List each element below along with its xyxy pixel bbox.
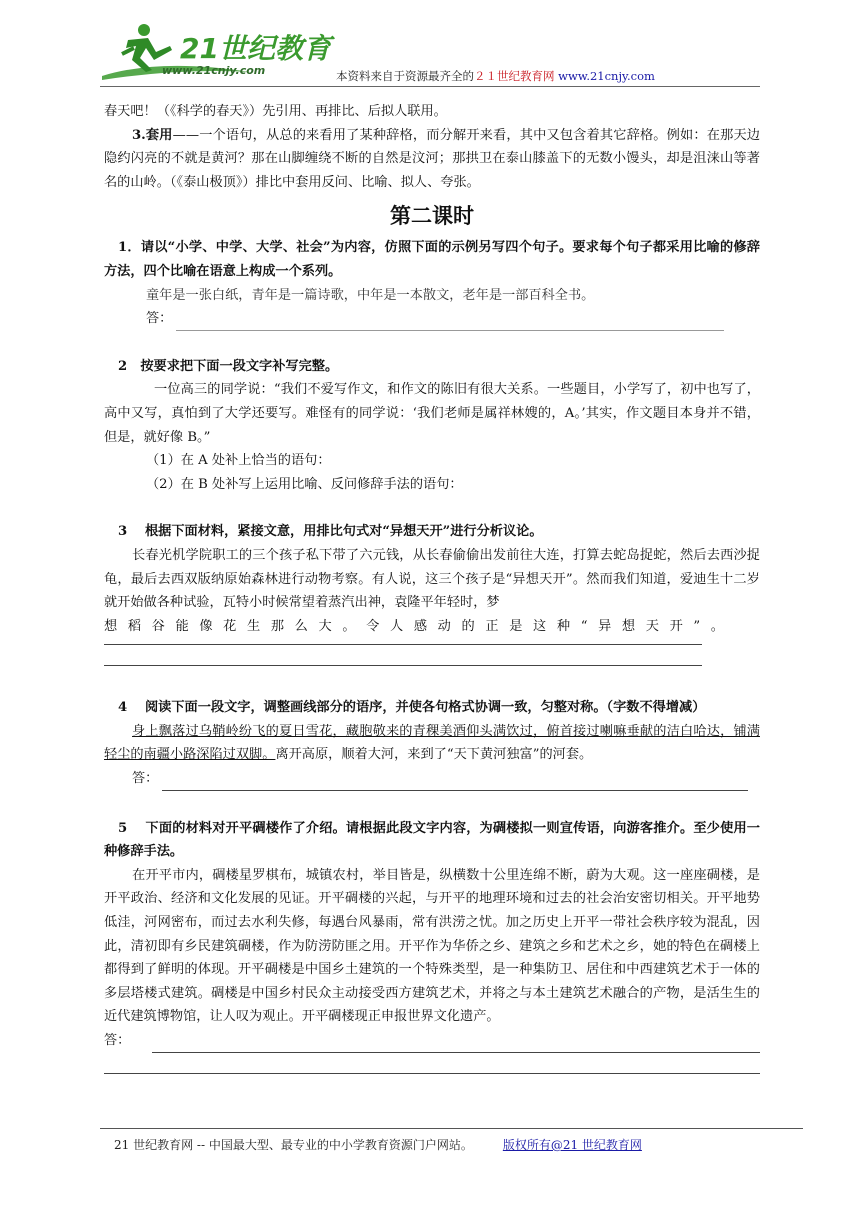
header-divider — [100, 86, 760, 87]
page-header — [100, 18, 760, 86]
footer-divider — [100, 1128, 803, 1129]
question-2-sub-b: （2）在 B 处补写上运用比喻、反问修辞手法的语句： — [146, 476, 463, 492]
question-3-passage: 长春光机学院职工的三个孩子私下带了六元钱，从长春偷偷出发前往大连，打算去蛇岛捉蛇，然后去西沙捉龟，最后去西双版纳原始森林进行动物考察。有人说，这三个孩子是“异想天开”。然而我们知道，爱迪生十二岁就开始做各种试验，瓦特小时候常望着蒸汽出神，袁隆平年轻时，梦 — [104, 547, 760, 611]
footer-text: 21 世纪教育网 -- 中国最大型、最专业的中小学教育资源门户网站。 — [114, 1138, 473, 1152]
question-2-passage: 一位高三的同学说：“我们不爱写作文，和作文的陈旧有很大关系。一些题目，小学写了，初中也写了，高中又写，真怕到了大学还要写。难怪有的同学说：‘我们老师是属祥林嫂的，A。’其实，作文题目本身并不错，但是，就好像 B。” — [104, 382, 760, 445]
question-5-answer[interactable] — [104, 1029, 760, 1053]
header-url-link[interactable]: www.21cnjy.com — [558, 69, 655, 83]
copyright-link[interactable]: 版权所有@21 世纪教育网 — [502, 1138, 642, 1152]
question-4-passage — [104, 720, 760, 767]
question-3-title: 3 根据下面材料，紧接文意，用排比句式对“异想天开”进行分析议论。 — [118, 524, 543, 540]
logo-url: www.21cnjy.com — [162, 64, 266, 77]
section-title: 第二课时 — [390, 204, 474, 229]
answer-label: 答： — [104, 1033, 131, 1048]
question-3-passage-end: 想稻谷能像花生那么大。令人感动的正是这种“异想天开”。 — [104, 618, 724, 634]
question-2-sub-a: （1）在 A 处补上恰当的语句： — [146, 453, 331, 469]
answer-line[interactable] — [104, 651, 702, 666]
intro-item-3 — [104, 124, 760, 195]
answer-line[interactable] — [176, 314, 724, 331]
question-4-title: 4 阅读下面一段文字，调整画线部分的语序，并使各句格式协调一致，匀整对称。（字数不得增减） — [118, 700, 706, 716]
underlined-text: 身上飘落过乌鞘岭纷飞的夏日雪花，藏胞敬来的青稞美酒仰头满饮过，俯首接过喇嘛垂献的洁白哈达，铺满轻尘的南疆小路深陷过双脚。 — [104, 723, 760, 763]
item3-label: 3.套用 — [132, 127, 173, 143]
question-1-answer[interactable] — [104, 307, 724, 331]
site-logo — [100, 18, 331, 84]
header-note-prefix: 本资料来自于资源最齐全的 — [336, 69, 474, 83]
document-body — [104, 100, 760, 1074]
question-5-title: 5 下面的材料对开平碉楼作了介绍。请根据此段文字内容，为碉楼拟一则宣传语，向游客推介。至少使用一种修辞手法。 — [104, 820, 760, 860]
header-brand-link[interactable]: ２１世纪教育网 — [474, 69, 555, 83]
answer-line[interactable] — [152, 1036, 760, 1053]
answer-line[interactable] — [162, 774, 748, 791]
item3-text: ——一个语句，从总的来看用了某种辞格，而分解开来看，其中又包含着其它辞格。例如：在那天边隐约闪亮的不就是黄河？那在山脚缠绕不断的自然是汶河；那拱卫在泰山膝盖下的无数小馒头，却是沮涞山等著名的山岭。（《泰山极顶》）排比中套用反问、比喻、拟人、夸张。 — [104, 127, 760, 190]
page-footer — [114, 1136, 642, 1153]
question-5-passage: 在开平市内，碉楼星罗棋布，城镇农村，举目皆是，纵横数十公里连绵不断，蔚为大观。这一座座碉楼，是开平政治、经济和文化发展的见证。开平碉楼的兴起，与开平的地理环境和过去的社会治安密切相关。开平地势低洼，河网密布，而过去水利失修，每遇台风暴雨，常有洪涝之忧。加之历史上开平一带社会秩序较为混乱，因此，清初即有乡民建筑碉楼，作为防涝防匪之用。开平作为华侨之乡、建筑之乡和艺术之乡，她的特色在碉楼上都得到了鲜明的体现。开平碉楼是中国乡土建筑的一个特殊类型，是一种集防卫、居住和中西建筑艺术于一体的多层塔楼式建筑。碉楼是中国乡村民众主动接受西方建筑艺术，并将之与本土建筑艺术融合的产物，是活生生的近代建筑博物馆，让人叹为观止。开平碉楼现正申报世界文化遗产。 — [104, 867, 760, 1025]
question-4-answer[interactable] — [104, 767, 748, 791]
logo-text: 21世纪教育 — [180, 32, 331, 65]
intro-line: 春天吧！（《科学的春天》）先引用、再排比、后拟人联用。 — [104, 104, 447, 119]
question-2-title: 2 按要求把下面一段文字补写完整。 — [118, 358, 339, 374]
answer-label: 答： — [132, 771, 159, 787]
question-1-example: 童年是一张白纸，青年是一篇诗歌，中年是一本散文，老年是一部百科全书。 — [146, 287, 595, 303]
answer-label: 答： — [146, 311, 173, 327]
passage-rest: 离开高原，顺着大河，来到了“天下黄河独富”的河套。 — [275, 747, 593, 763]
header-note — [336, 68, 655, 84]
question-1-title: 1．请以“小学、中学、大学、社会”为内容，仿照下面的示例另写四个句子。要求每个句子都采用比喻的修辞方法，四个比喻在语意上构成一个系列。 — [104, 240, 760, 279]
answer-line[interactable] — [104, 1059, 760, 1074]
